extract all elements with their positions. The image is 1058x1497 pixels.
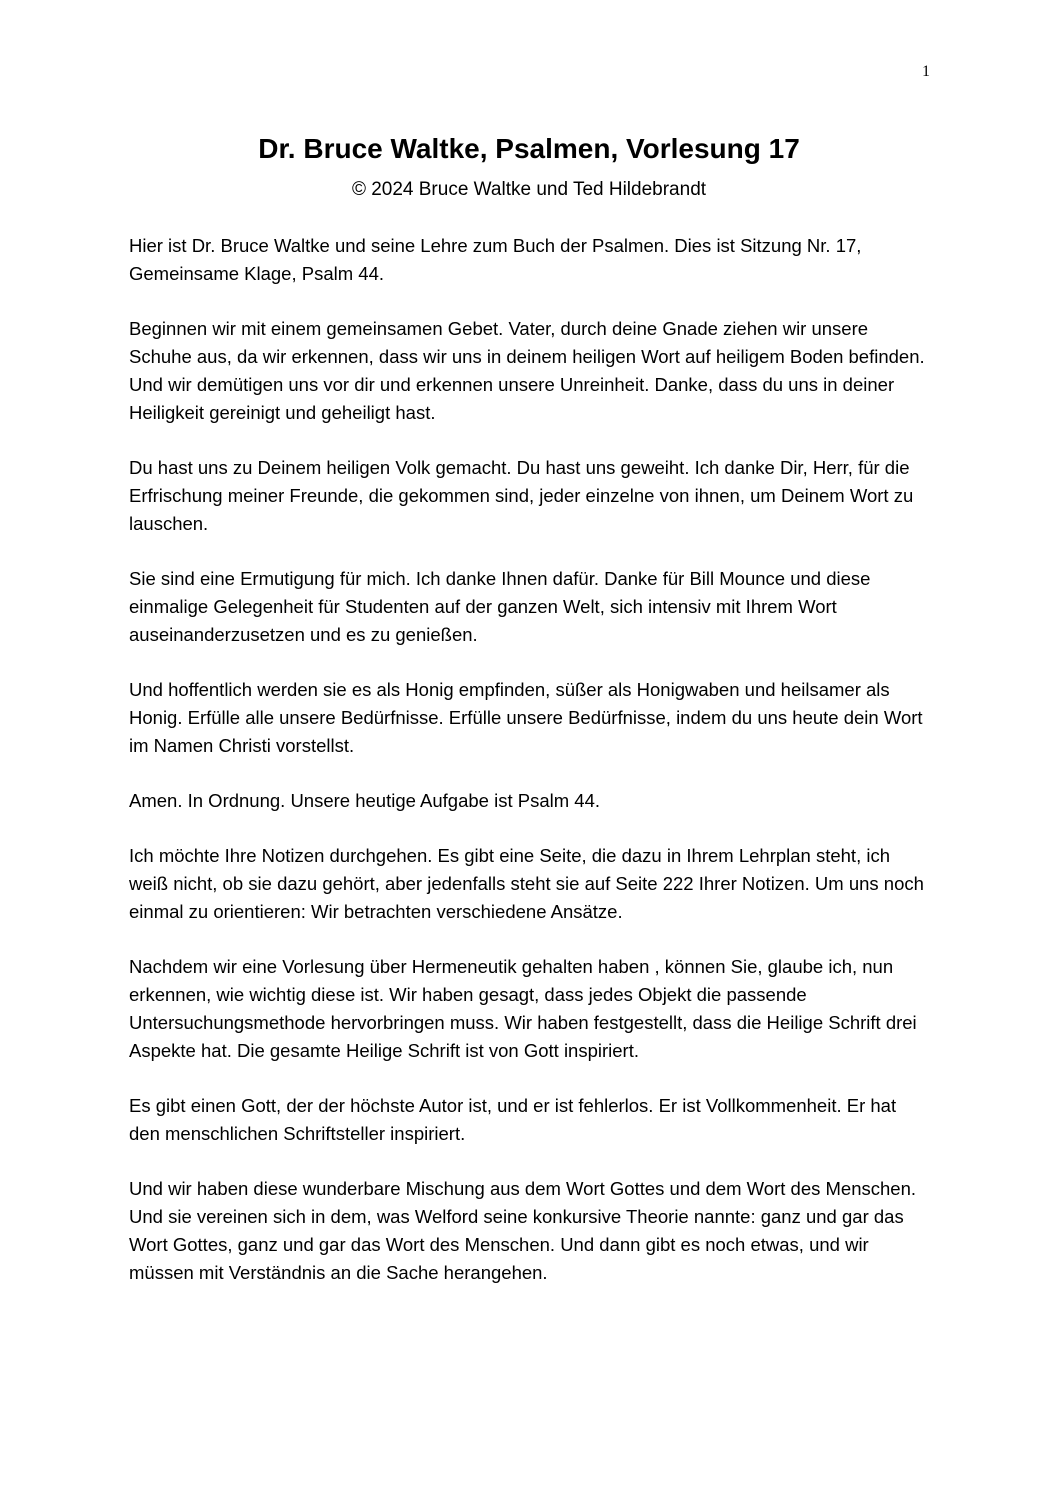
document-body: [129, 232, 929, 1314]
document-title: Dr. Bruce Waltke, Psalmen, Vorlesung 17: [258, 133, 800, 164]
copyright-line: © 2024 Bruce Waltke und Ted Hildebrandt: [351, 179, 707, 200]
paragraph: Und hoffentlich werden sie es als Honig empfinden, süßer als Honigwaben und heilsamer als Honig. Erfülle alle unsere Bedürfnisse. Erfülle unsere Bedürfnisse, indem du uns heute dein Wort im Namen Christi vorstellst.: [129, 679, 923, 756]
paragraph: Und wir haben diese wunderbare Mischung aus dem Wort Gottes und dem Wort des Menschen. Und sie vereinen sich in dem, was Welford seine konkursive Theorie nannte: ganz und gar das Wort Gottes, ganz und gar das Wort des Menschen. Und dann gibt es noch etwas, und wir müssen mit Verständnis an die Sache herangehen.: [129, 1178, 916, 1283]
paragraph: Amen. In Ordnung. Unsere heutige Aufgabe ist Psalm 44.: [129, 790, 601, 811]
page-number: 1: [922, 63, 930, 80]
paragraph: Beginnen wir mit einem gemeinsamen Gebet. Vater, durch deine Gnade ziehen wir unsere Schuhe aus, da wir erkennen, dass wir uns in deinem heiligen Wort auf heiligem Boden befinden. Und wir demütigen uns vor dir und erkennen unsere Unreinheit. Danke, dass du uns in deiner Heiligkeit gereinigt und geheiligt hast.: [129, 318, 925, 423]
paragraph: Sie sind eine Ermutigung für mich. Ich danke Ihnen dafür. Danke für Bill Mounce und diese einmalige Gelegenheit für Studenten auf der ganzen Welt, sich intensiv mit Ihrem Wort auseinanderzusetzen und es zu genießen.: [129, 568, 871, 645]
paragraph: Ich möchte Ihre Notizen durchgehen. Es gibt eine Seite, die dazu in Ihrem Lehrplan steht, ich weiß nicht, ob sie dazu gehört, aber jedenfalls steht sie auf Seite 222 Ihrer Notizen. Um uns noch einmal zu orientieren: Wir betrachten verschiedene Ansätze.: [129, 845, 924, 922]
paragraph: Du hast uns zu Deinem heiligen Volk gemacht. Du hast uns geweiht. Ich danke Dir, Herr, für die Erfrischung meiner Freunde, die gekommen sind, jeder einzelne von ihnen, um Deinem Wort zu lauschen.: [129, 457, 914, 534]
paragraph: Nachdem wir eine Vorlesung über Hermeneutik gehalten haben , können Sie, glaube ich, nun erkennen, wie wichtig diese ist. Wir haben gesagt, dass jedes Objekt die passende Untersuchungsmethode hervorbringen muss. Wir haben festgestellt, dass die Heilige Schrift drei Aspekte hat. Die gesamte Heilige Schrift ist von Gott inspiriert.: [129, 956, 917, 1061]
paragraph: Es gibt einen Gott, der der höchste Autor ist, und er ist fehlerlos. Er ist Vollkommenheit. Er hat den menschlichen Schriftsteller inspiriert.: [129, 1095, 897, 1144]
paragraph: Hier ist Dr. Bruce Waltke und seine Lehre zum Buch der Psalmen. Dies ist Sitzung Nr. 17, Gemeinsame Klage, Psalm 44.: [129, 235, 862, 284]
